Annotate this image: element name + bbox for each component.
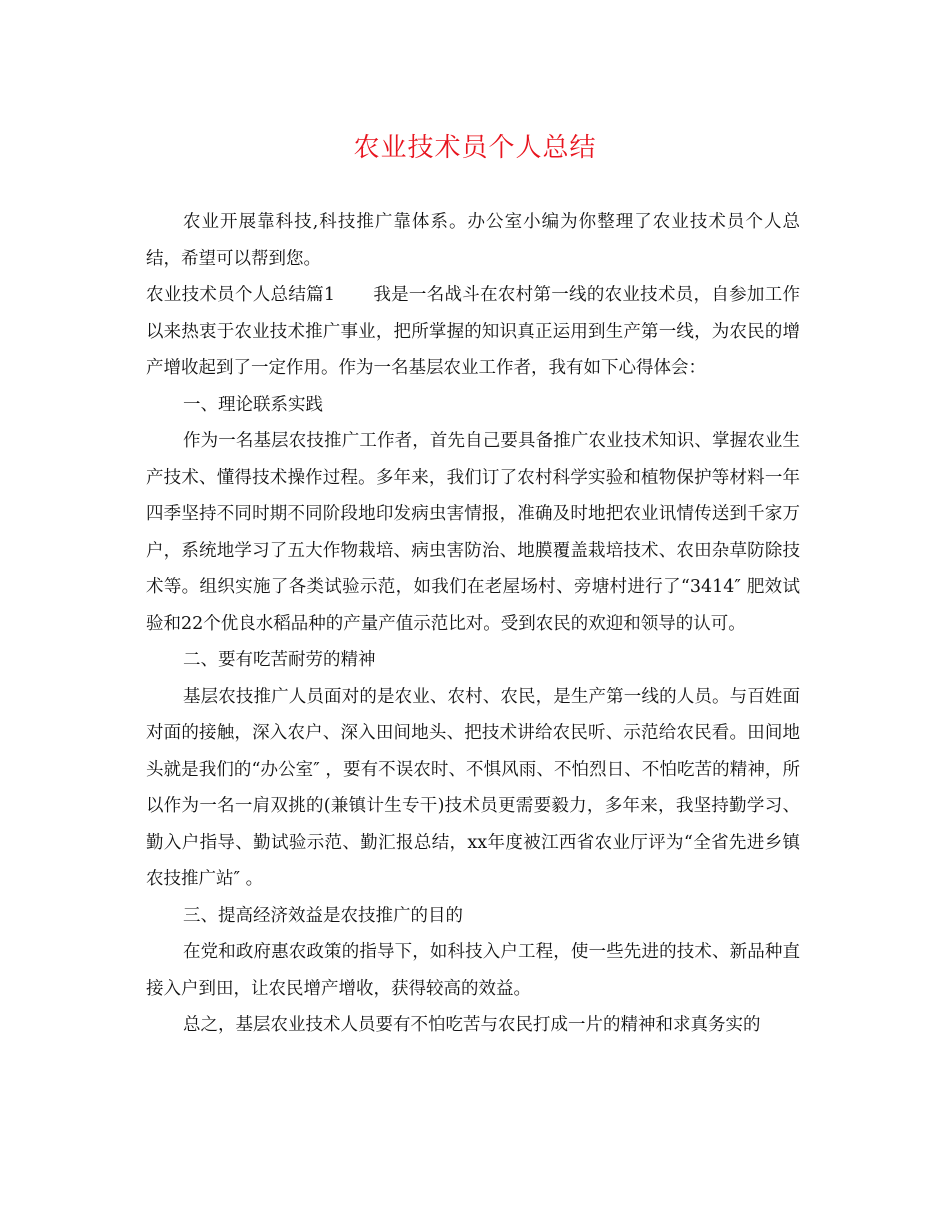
paragraph-2: 基层农技推广人员面对的是农业、农村、农民，是生产第一线的人员。与百姓面对面的接触，深入农户、深入田间地头、把技术讲给农民听、示范给农民看。田间地头就是我们的“办公室″ ，要有不误农时、不惧风雨、不怕烈日、不怕吃苦的精神，所以作为一名一肩双挑的(兼镇计生专干)技术员更需要毅力，多年来，我坚持勤学习、勤入户指导、勤试验示范、勤汇报总结，xx年度被江西省农业厅评为“全省先进乡镇农技推广站″ 。	[146, 686, 800, 889]
paragraph-4: 总之，基层农业技术人员要有不怕吃苦与农民打成一片的精神和求真务实的	[183, 1015, 761, 1035]
heading-3: 三、提高经济效益是农技推广的目的	[183, 905, 463, 926]
section-label: 农业技术员个人总结篇1	[146, 285, 336, 305]
opening-text: 我是一名战斗在农村第一线的农业技术员，自参加工作以来热衷于农业技术推广事业，把所掌握的知识真正运用到生产第一线，为农民的增产增收起到了一定作用。作为一名基层农业工作者，我有如下心得体会：	[146, 285, 801, 378]
section-opening-paragraph	[146, 277, 800, 387]
paragraph-1: 作为一名基层农技推广工作者，首先自己要具备推广农业技术知识、掌握农业生产技术、懂得技术操作过程。多年来，我们订了农村科学实验和植物保护等材料一年四季坚持不同时期不同阶段地印发病虫害情报，准确及时地把农业讯情传送到千家万户，系统地学习了五大作物栽培、病虫害防治、地膜覆盖栽培技术、农田杂草防除技术等。组织实施了各类试验示范，如我们在老屋场村、旁塘村进行了“3414″ 肥效试验和22个优良水稻品种的产量产值示范比对。受到农民的欢迎和领导的认可。	[146, 431, 800, 634]
paragraph-3: 在党和政府惠农政策的指导下，如科技入户工程，使一些先进的技术、新品种直接入户到田，让农民增产增收，获得较高的效益。	[146, 942, 800, 999]
document-title: 农业技术员个人总结	[353, 133, 597, 163]
heading-2: 二、要有吃苦耐劳的精神	[183, 650, 376, 670]
intro-paragraph: 农业开展靠科技,科技推广靠体系。办公室小编为你整理了农业技术员个人总结，希望可以帮到您。	[146, 212, 800, 269]
document-body	[146, 204, 800, 1044]
heading-1: 一、理论联系实践	[183, 394, 323, 415]
